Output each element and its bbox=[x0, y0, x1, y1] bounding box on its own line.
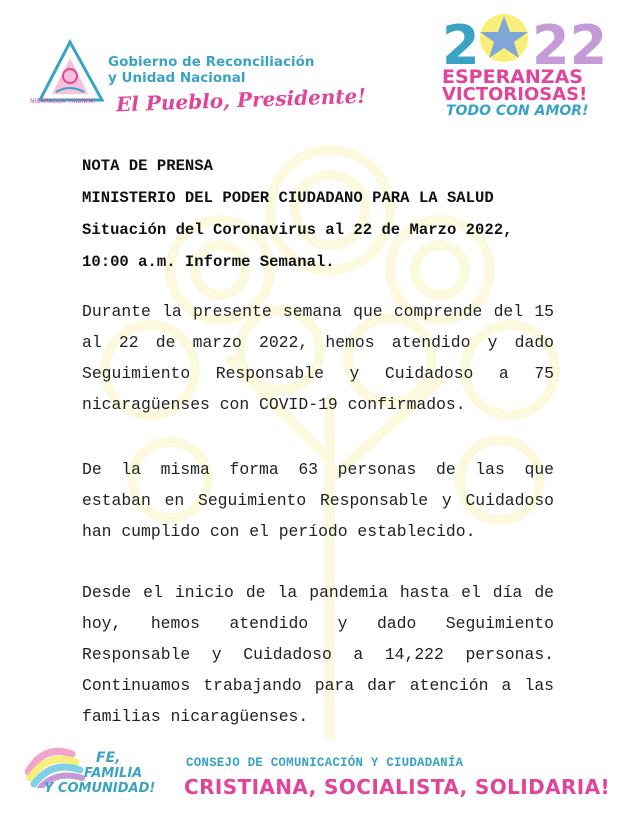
body-paragraph-weekly-cases: Durante la presente semana que comprende del 15 al 22 de marzo 2022, hemos atendido y dado Seguimiento Responsable y Cuidadoso a 75 nicaragüenses con COVID-19 confirmados. bbox=[82, 302, 554, 414]
year-text: 2 bbox=[442, 14, 480, 70]
heading-line-time: 10:00 a.m. Informe Semanal. bbox=[82, 253, 335, 271]
family-logo-line2: FAMILIA bbox=[84, 766, 143, 781]
body-paragraph-cumulative: Desde el inicio de la pandemia hasta el día de hoy, hemos atendido y dado Seguimiento Responsable y Cuidadoso a 14,222 personas. Continuamos trabajando para dar atención a las familias nicaragüenses. bbox=[82, 583, 554, 726]
nicaragua-emblem-icon bbox=[30, 36, 112, 118]
footer-council-name: CONSEJO DE COMUNICACIÓN Y CIUDADANÍA bbox=[186, 756, 464, 770]
government-slogan: El Pueblo, Presidente! bbox=[115, 83, 367, 117]
footer-motto: CRISTIANA, SOCIALISTA, SOLIDARIA! bbox=[184, 775, 611, 799]
year-2022-graphic bbox=[440, 10, 612, 70]
svg-text:22: 22 bbox=[532, 14, 608, 70]
family-logo-line3: Y COMUNIDAD! bbox=[44, 781, 156, 796]
campaign-line3: TODO CON AMOR! bbox=[446, 103, 589, 119]
emblem-caption: NICARAGUA TRIUNFA! bbox=[30, 98, 96, 105]
heading-line-ministry: MINISTERIO DEL PODER CIUDADANO PARA LA SALUD bbox=[82, 189, 494, 207]
press-release-heading bbox=[82, 150, 562, 278]
government-logo bbox=[30, 36, 367, 126]
government-name-line2: y Unidad Nacional bbox=[108, 70, 246, 86]
campaign-line1: ESPERANZAS bbox=[442, 66, 583, 88]
body-paragraph-completed: De la misma forma 63 personas de las que estaban en Seguimiento Responsable y Cuidadoso han cumplido con el período establecido. bbox=[82, 460, 554, 541]
family-community-logo bbox=[24, 738, 174, 808]
heading-line-label: NOTA DE PRENSA bbox=[82, 157, 214, 175]
heading-line-situation: Situación del Coronavirus al 22 de Marzo 2022, bbox=[82, 221, 513, 239]
campaign-line2: VICTORIOSAS! bbox=[442, 84, 588, 105]
family-logo-line1: FE, bbox=[96, 750, 121, 766]
campaign-2022-logo bbox=[440, 10, 612, 118]
government-name-line1: Gobierno de Reconciliación bbox=[108, 54, 315, 70]
